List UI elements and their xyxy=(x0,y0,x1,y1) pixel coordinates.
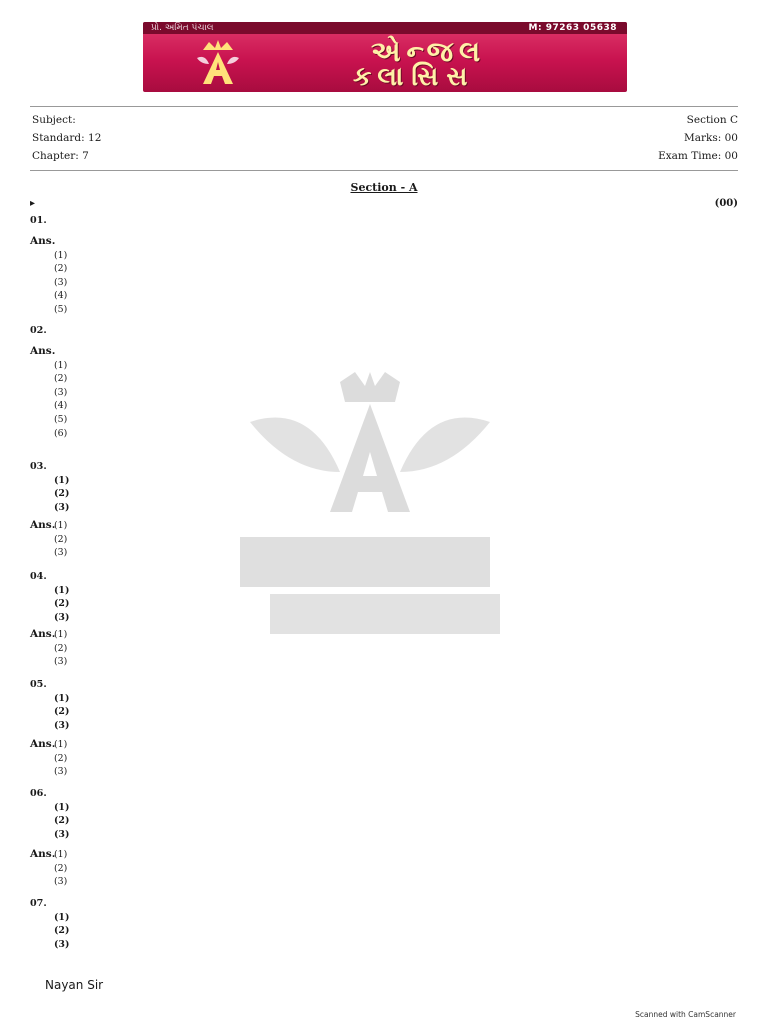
question-3: 03. xyxy=(30,461,47,472)
instruction-text: ▸ xyxy=(30,198,36,209)
question-1: 01. xyxy=(30,215,47,226)
question-6-statement: (1) xyxy=(54,801,70,813)
answer-3-line: (2) xyxy=(54,533,68,545)
answer-5-line: Ans.(1) xyxy=(30,738,68,750)
answer-6-line: Ans.(1) xyxy=(30,848,68,860)
question-7: 07. xyxy=(30,898,47,909)
answer-2-line: (5) xyxy=(54,413,68,425)
answer-2-line: (2) xyxy=(54,373,68,385)
section-title: Section - A xyxy=(350,181,418,194)
answer-4-line: (2) xyxy=(54,642,68,654)
question-2: 02. xyxy=(30,325,47,336)
phone-number: M: 97263 05638 xyxy=(528,23,617,33)
question-4: 04. xyxy=(30,571,47,582)
author-name: Nayan Sir xyxy=(45,978,104,992)
standard-label: Standard: 12 xyxy=(32,132,102,144)
question-7-statement: (2) xyxy=(54,925,70,937)
answer-1-line: (1) xyxy=(54,249,68,261)
answer-2-intro: Ans. xyxy=(30,345,56,357)
teacher-name: પ્રો. અમિત પંચાલ xyxy=(151,23,214,33)
question-6: 06. xyxy=(30,788,47,799)
question-3-statement: (3) xyxy=(54,501,70,513)
question-5-statement: (2) xyxy=(54,706,70,718)
answer-1-line: (2) xyxy=(54,263,68,275)
crown-a-logo-icon xyxy=(195,38,241,86)
question-4-statement: (2) xyxy=(54,598,70,610)
answer-2-line: (6) xyxy=(54,427,68,439)
question-4-statement: (3) xyxy=(54,611,70,623)
question-3-statement: (1) xyxy=(54,474,70,486)
chapter-label: Chapter: 7 xyxy=(32,150,89,162)
question-4-statement: (1) xyxy=(54,584,70,596)
divider xyxy=(30,170,738,171)
answer-4-line: Ans.(1) xyxy=(30,628,68,640)
exam-time-label: Exam Time: 00 xyxy=(658,150,738,162)
divider xyxy=(30,106,738,107)
question-5: 05. xyxy=(30,679,47,690)
marks-label: Marks: 00 xyxy=(683,132,738,144)
answer-5-line: (2) xyxy=(54,752,68,764)
answer-3-line: Ans.(1) xyxy=(30,519,68,531)
question-5-statement: (1) xyxy=(54,692,70,704)
subject-label: Subject: xyxy=(32,114,76,126)
answer-2-line: (3) xyxy=(54,386,68,398)
answer-4-line: (3) xyxy=(54,656,68,668)
answer-2-line: (1) xyxy=(54,359,68,371)
answer-1-line: (3) xyxy=(54,276,68,288)
brand-name-line1: એન્જલ xyxy=(371,35,487,68)
answer-1-line: (5) xyxy=(54,303,68,315)
scanner-credit: Scanned with CamScanner xyxy=(635,1010,736,1019)
answer-3-line: (3) xyxy=(54,547,68,559)
section-label: Section C xyxy=(686,114,738,126)
question-6-statement: (3) xyxy=(54,828,70,840)
question-5-statement: (3) xyxy=(54,719,70,731)
answer-1-line: (4) xyxy=(54,290,68,302)
question-7-statement: (1) xyxy=(54,911,70,923)
instruction-marks: (00) xyxy=(714,198,738,209)
answer-6-line: (3) xyxy=(54,876,68,888)
answer-6-line: (2) xyxy=(54,862,68,874)
question-7-statement: (3) xyxy=(54,938,70,950)
header-banner xyxy=(143,22,627,92)
answer-2-line: (4) xyxy=(54,400,68,412)
question-6-statement: (2) xyxy=(54,815,70,827)
banner-topline xyxy=(143,22,627,34)
answer-5-line: (3) xyxy=(54,766,68,778)
answer-1-intro: Ans. xyxy=(30,235,56,247)
question-3-statement: (2) xyxy=(54,488,70,500)
brand-name-line2: ક્લાસિસ xyxy=(353,62,476,92)
